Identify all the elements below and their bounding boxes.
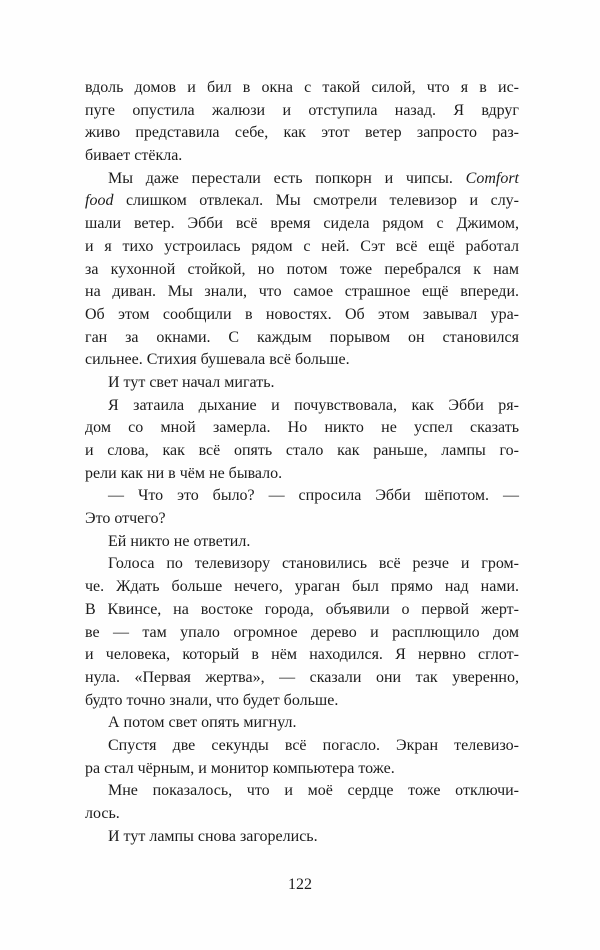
text-span: Ей никто не ответил. [108, 532, 251, 550]
text-span: — Что это было? — спросила Эбби шёпотом. — [108, 487, 519, 505]
text-line [85, 100, 519, 123]
text-line [85, 349, 519, 372]
text-span: шали ветер. Эбби всё время сидела рядом с Джимом, [85, 215, 519, 233]
text-line [85, 758, 519, 781]
text-line [85, 77, 519, 100]
text-line [85, 667, 519, 690]
text-line [85, 622, 519, 645]
text-line [85, 168, 519, 191]
text-span: рели как ни в чём не бывало. [85, 464, 283, 482]
text-line [85, 236, 519, 259]
text-span: слишком отвлекал. Мы смотрели телевизор и слу- [113, 192, 519, 210]
text-span: за кухонной стойкой, но потом тоже перебрался к нам [85, 260, 519, 278]
text-span: В Квинсе, на востоке города, объявили о первой жерт- [85, 600, 519, 618]
text-span: нула. «Первая жертва», — сказали они так уверенно, [85, 668, 519, 686]
text-line [85, 145, 519, 168]
text-span: и слова, как всё опять стало как раньше, лампы го- [85, 442, 519, 459]
text-line [85, 213, 519, 236]
text-line [85, 281, 519, 304]
text-span: Об этом сообщили в новостях. Об этом завывал ура- [85, 305, 519, 323]
text-line [85, 485, 519, 508]
text-line [85, 735, 519, 758]
text-span: Мы даже перестали есть попкорн и чипсы. [108, 169, 466, 187]
text-line [85, 553, 519, 576]
text-span: бивает стёкла. [85, 147, 183, 165]
text-span: живо представила себе, как этот ветер запросто раз- [85, 124, 519, 142]
text-line [85, 644, 519, 667]
text-span: ве — там упало огромное дерево и расплющило дом [85, 623, 519, 641]
text-line [85, 599, 519, 622]
text-line [85, 780, 519, 803]
text-line [85, 826, 519, 849]
text-span: Мне показалось, что и моё сердце тоже отключи- [108, 782, 519, 800]
text-line [85, 327, 519, 350]
text-line [85, 122, 519, 145]
text-line [85, 190, 519, 213]
text-span: на диван. Мы знали, что самое страшное ещё впереди. [85, 283, 519, 301]
italic-text: food [85, 192, 114, 210]
text-span: Спустя две секунды всё погасло. Экран телевизо- [108, 736, 519, 754]
text-line [85, 531, 519, 554]
text-line [85, 712, 519, 735]
text-line [85, 417, 519, 440]
text-span: ра стал чёрным, и монитор компьютера тоже. [85, 759, 395, 777]
text-line [85, 576, 519, 599]
text-line [85, 508, 519, 531]
text-line [85, 304, 519, 327]
text-span: Это отчего? [85, 510, 166, 528]
body-text [85, 77, 519, 848]
text-span: сильнее. Стихия бушевала всё больше. [85, 351, 350, 369]
text-line [85, 440, 519, 463]
text-line [85, 803, 519, 826]
page-number: 122 [288, 876, 312, 893]
text-span: пуге опустила жалюзи и отступила назад. Я вдруг [85, 101, 519, 119]
text-span: че. Ждать больше нечего, ураган был прямо над нами. [85, 578, 519, 596]
text-span: лось. [85, 805, 120, 822]
text-span: И тут лампы снова загорелись. [108, 827, 318, 845]
text-span: будто точно знали, что будет больше. [85, 691, 339, 709]
text-span: вдоль домов и бил в окна с такой силой, что я в ис- [85, 79, 519, 96]
text-line [85, 463, 519, 486]
text-line [85, 259, 519, 282]
text-line [85, 372, 519, 395]
text-span: Я затаила дыхание и почувствовала, как Эбби ря- [108, 396, 519, 414]
text-span: и я тихо устроилась рядом с ней. Сэт всё ещё работал [85, 237, 519, 255]
italic-text: Comfort [465, 169, 519, 187]
text-span: и человека, который в нём находился. Я нервно сглот- [85, 646, 519, 664]
text-span: А потом свет опять мигнул. [108, 714, 297, 732]
text-span: И тут свет начал мигать. [108, 373, 275, 391]
text-span: Голоса по телевизору становились всё резче и гром- [108, 555, 519, 573]
text-span: ган за окнами. С каждым порывом он становился [85, 328, 519, 346]
text-line [85, 690, 519, 713]
text-line [85, 395, 519, 418]
text-span: дом со мной замерла. Но никто не успел сказать [85, 419, 519, 437]
